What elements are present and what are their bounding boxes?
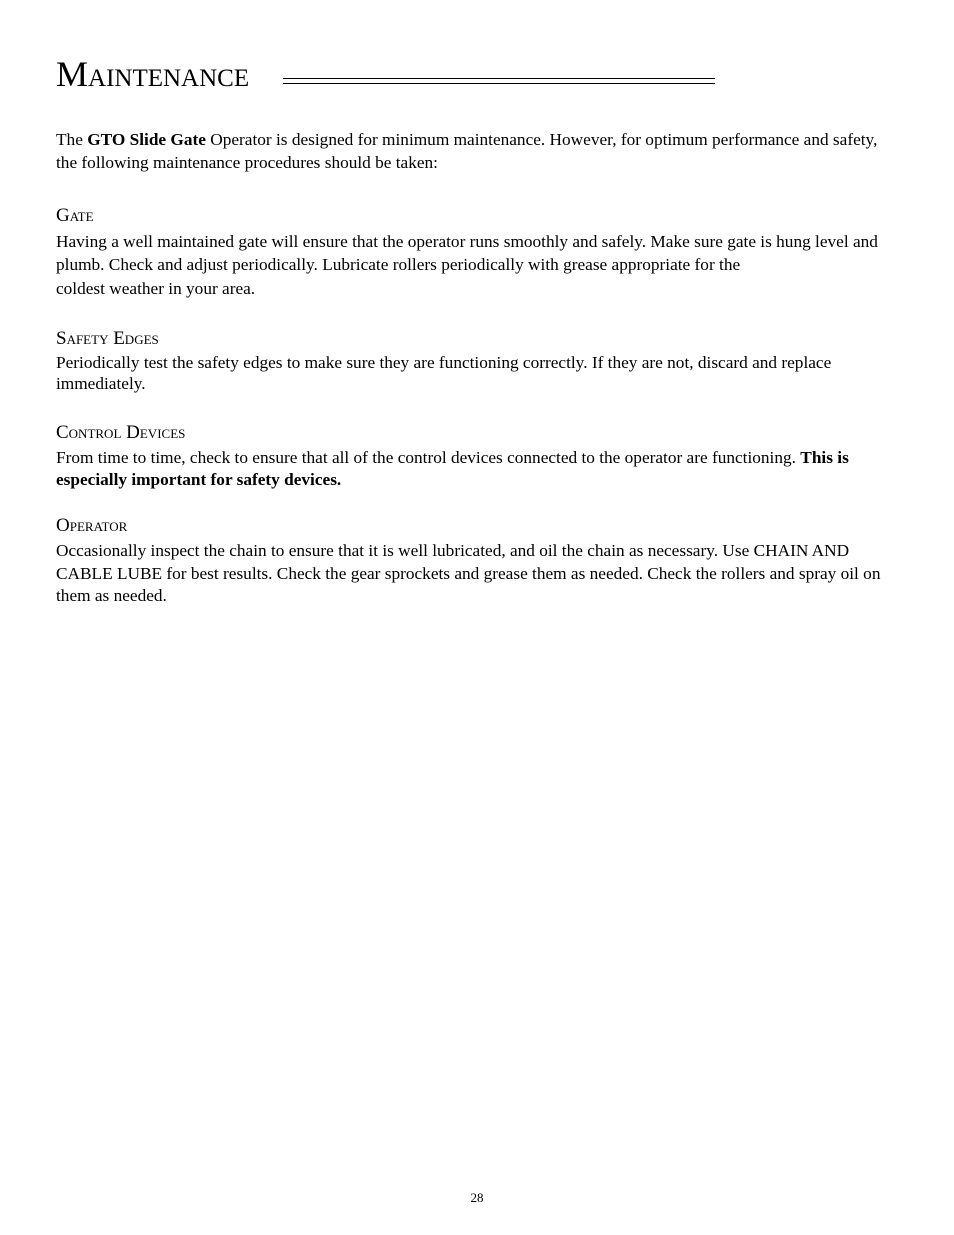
page-number: 28 bbox=[470, 1190, 484, 1205]
section-heading-control-devices: Control Devices bbox=[56, 422, 186, 443]
section-body-gate bbox=[56, 231, 901, 301]
intro-product-name: GTO Slide Gate bbox=[87, 130, 206, 149]
section-heading-safety-edges: Safety Edges bbox=[56, 328, 159, 349]
gate-body-main: Having a well maintained gate will ensure that the operator runs smoothly and safely. Make sure gate is hung level and plumb. Check and adjust periodically. Lubricate rollers periodically with grease appropriate for the bbox=[56, 232, 878, 274]
intro-suffix: Operator is designed for minimum maintenance. However, for optimum performance and safety, the following maintenance procedures should be taken: bbox=[56, 130, 878, 172]
gate-body-last: coldest weather in your area. bbox=[56, 279, 256, 298]
page-title: Maintenance bbox=[56, 54, 250, 94]
title-double-rule bbox=[283, 78, 715, 84]
intro-paragraph bbox=[56, 128, 901, 174]
section-body-operator: Occasionally inspect the chain to ensure that it is well lubricated, and oil the chain as necessary. Use CHAIN AND CABLE LUBE for best results. Check the gear sprockets and grease them as needed. Check the rollers and spray oil on them as needed. bbox=[56, 541, 881, 605]
section-heading-gate: Gate bbox=[56, 205, 94, 226]
title-row bbox=[56, 54, 901, 94]
control-devices-emphasis: This is especially important for safety devices. bbox=[56, 448, 849, 489]
section-body-control-devices bbox=[56, 447, 901, 491]
section-heading-operator: Operator bbox=[56, 515, 128, 536]
control-devices-text: From time to time, check to ensure that all of the control devices connected to the operator are functioning. bbox=[56, 448, 801, 467]
section-body-safety-edges: Periodically test the safety edges to make sure they are functioning correctly. If they are not, discard and replace immediately. bbox=[56, 353, 832, 393]
intro-prefix: The bbox=[56, 130, 88, 149]
